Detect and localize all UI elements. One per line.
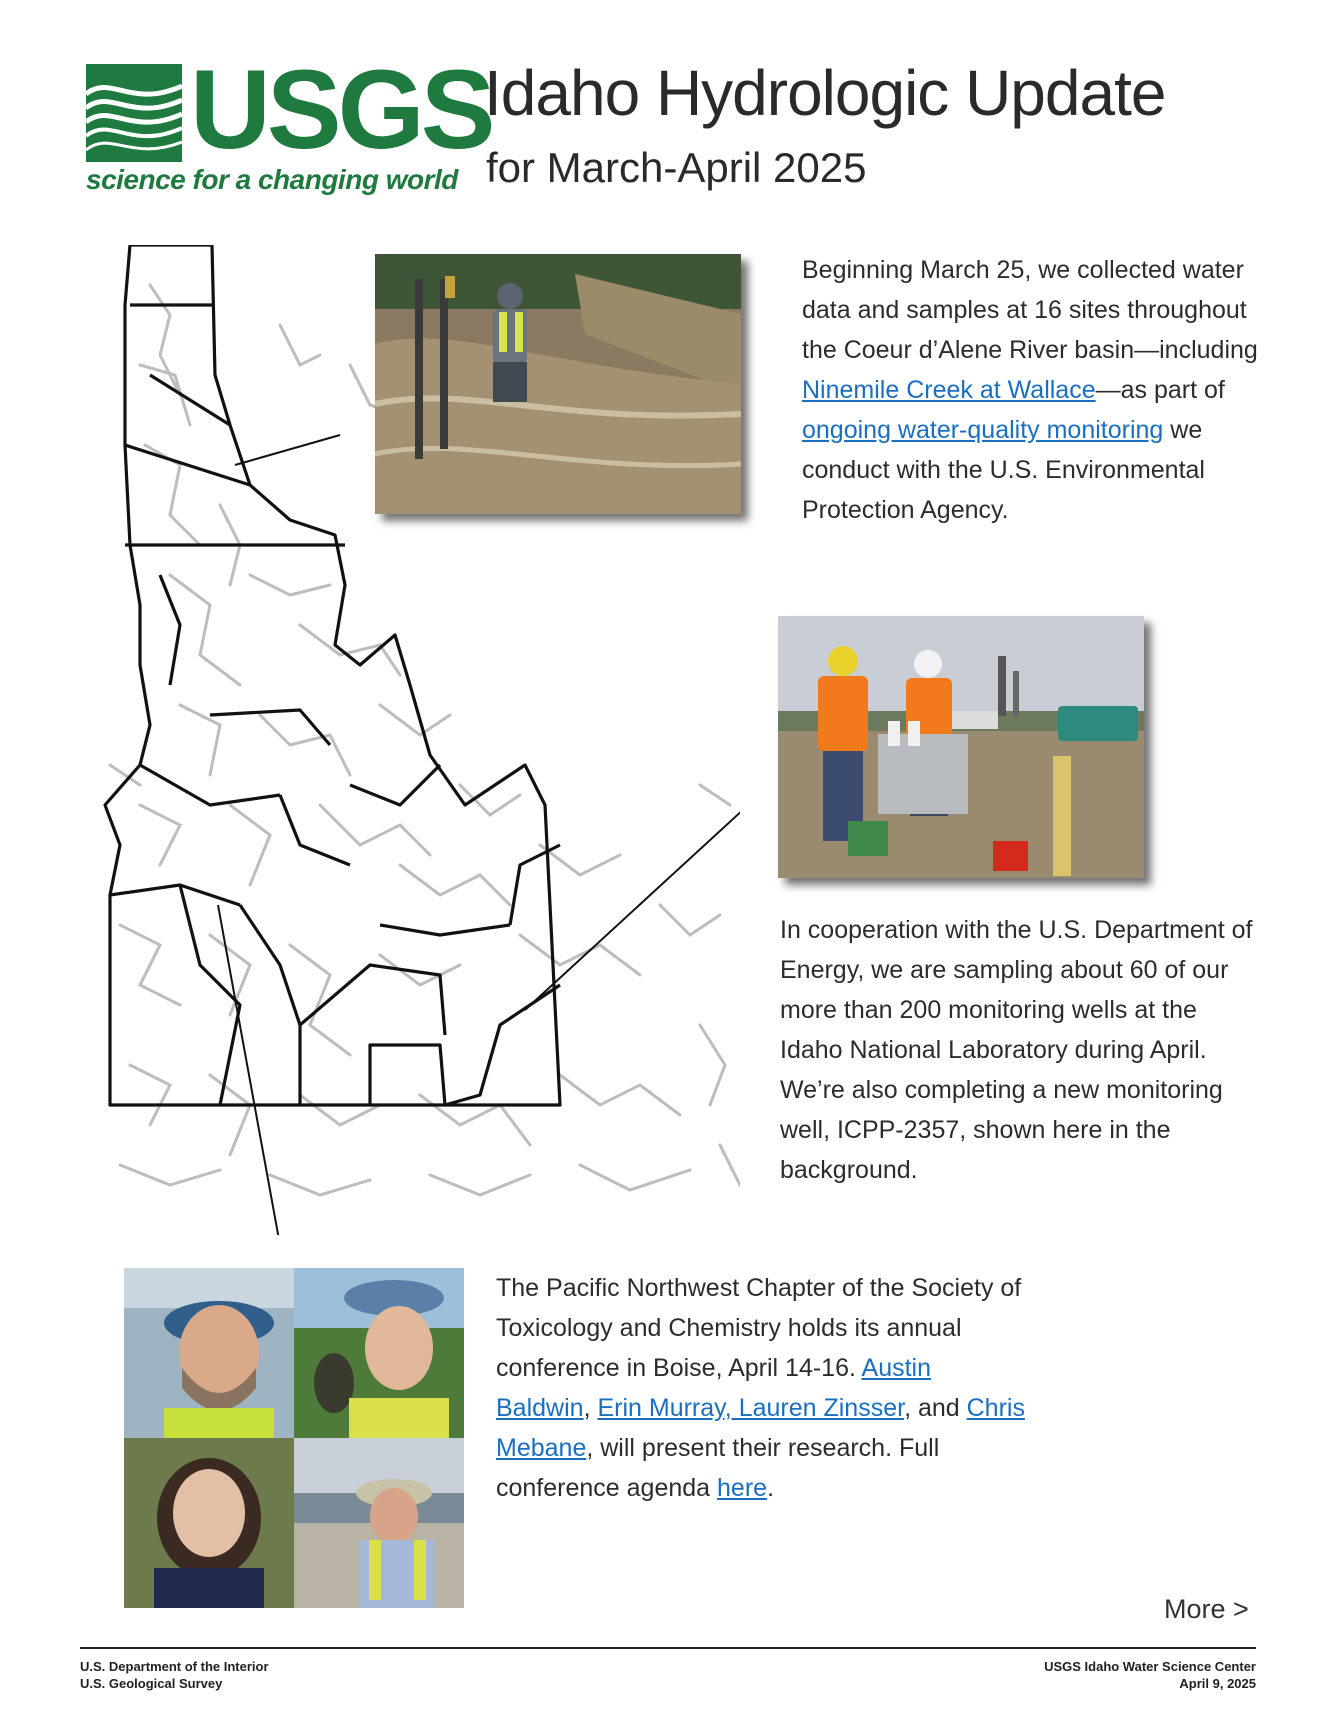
usgs-wave-icon [86,64,182,162]
story-setac-conference [496,1268,1026,1508]
story-coeur-dalene [802,250,1262,530]
link-conference-agenda[interactable]: here [717,1474,768,1502]
story-text: , and [904,1394,967,1422]
link-austin-baldwin[interactable]: Austin Baldwin [496,1354,931,1422]
story-text: , will present their research. Full conference agenda [496,1434,940,1502]
story-text: , [583,1394,598,1422]
photo-river-sampling [375,254,741,514]
link-water-quality-monitoring[interactable]: ongoing water-quality monitoring [802,416,1164,444]
story-text: we conduct with the U.S. Environmental Protection Agency. [802,416,1205,524]
story-text: Beginning March 25, we collected water data and samples at 16 sites throughout the Coeur d’Alene River basin—including [802,256,1258,364]
photo-well-sampling [778,616,1144,878]
footer-survey: U.S. Geological Survey [80,1676,223,1691]
link-ninemile-creek[interactable]: Ninemile Creek at Wallace [802,376,1096,404]
story-text: —as part of [1095,376,1225,404]
footer-divider [80,1647,1256,1649]
footer-agency [80,1658,269,1692]
footer-center [1044,1658,1256,1692]
link-chris-mebane[interactable]: Chris Mebane [496,1394,1025,1462]
page-title: Idaho Hydrologic Update [484,57,1166,129]
more-link[interactable]: More > [1164,1594,1249,1624]
footer-date: April 9, 2025 [1179,1676,1256,1691]
page-subtitle: for March-April 2025 [486,144,867,191]
link-erin-murray-lauren-zinsser[interactable]: Erin Murray, Lauren Zinsser [597,1394,905,1422]
logo-tagline: science for a changing world [86,164,458,195]
story-text: In cooperation with the U.S. Department of Energy, we are sampling about 60 of our more than 200 monitoring wells at the Idaho National Laboratory during April. We’re also completing a new monitoring well, ICPP-2357, shown here in the background. [780,916,1253,1184]
story-inl-wells [780,910,1260,1190]
story-text: The Pacific Northwest Chapter of the Society of Toxicology and Chemistry holds its annual conference in Boise, April 14-16. [496,1274,1022,1382]
story-text: . [767,1474,775,1502]
footer-science-center: USGS Idaho Water Science Center [1044,1659,1256,1674]
logo-wordmark: USGS [190,47,492,172]
photo-grid-researchers [124,1268,464,1608]
footer-department: U.S. Department of the Interior [80,1659,269,1674]
